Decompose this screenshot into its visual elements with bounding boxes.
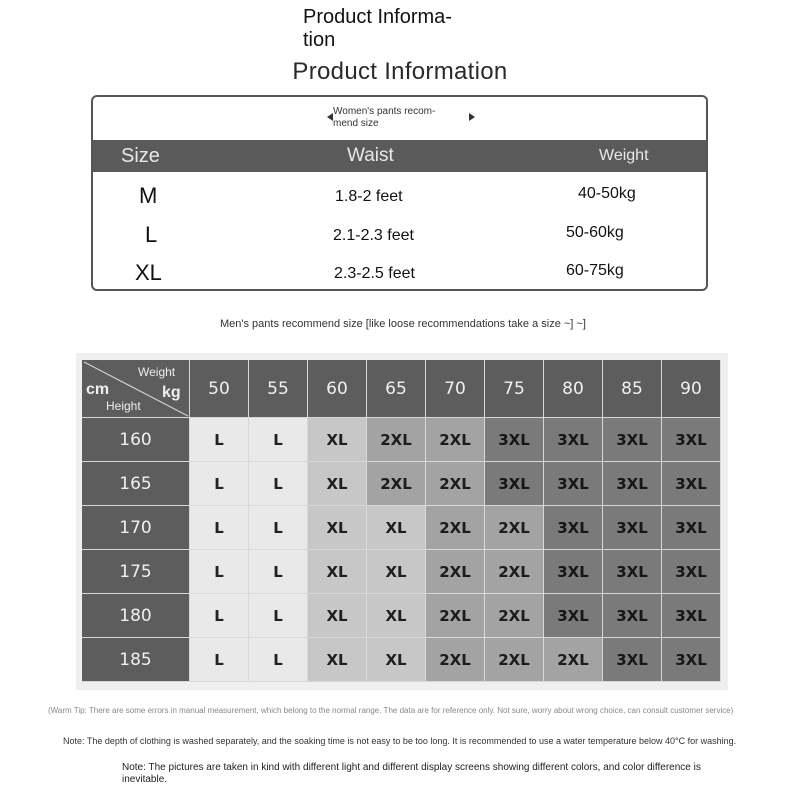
corner-kg-label: kg xyxy=(162,384,181,401)
size-cell: L xyxy=(249,418,308,462)
size-cell: L xyxy=(249,550,308,594)
size-cell: 3XL xyxy=(485,418,544,462)
size-cell: 2XL xyxy=(544,638,603,682)
women-table-header xyxy=(93,140,706,172)
size-cell: 3XL xyxy=(603,506,662,550)
size-cell: 2XL xyxy=(367,418,426,462)
size-cell: 2XL xyxy=(485,594,544,638)
table-corner-header xyxy=(82,360,190,418)
size-cell: XL xyxy=(367,550,426,594)
women-table-caption: Women's pants recom- mend size xyxy=(333,106,436,129)
size-cell: 2XL xyxy=(367,462,426,506)
size-cell: 2XL xyxy=(426,638,485,682)
size-cell: 3XL xyxy=(662,638,721,682)
size-cell: 3XL xyxy=(603,418,662,462)
size-cell: L xyxy=(190,506,249,550)
women-size-table xyxy=(91,95,708,291)
women-row-size: L xyxy=(145,222,158,247)
size-cell: L xyxy=(190,594,249,638)
caret-right-icon xyxy=(469,113,475,121)
warm-tip: (Warm Tip: There are some errors in manual measurement, which belong to the normal range. The data are for reference only. Not sure, worry about wrong choice, can consult customer service) xyxy=(48,706,734,715)
header-size: Size xyxy=(121,145,160,167)
size-cell: XL xyxy=(308,462,367,506)
women-row-waist: 1.8-2 feet xyxy=(335,188,403,205)
height-header: 175 xyxy=(82,550,190,594)
corner-weight-label: Weight xyxy=(138,365,176,379)
size-cell: 3XL xyxy=(544,506,603,550)
header-waist: Waist xyxy=(347,145,394,166)
height-header: 185 xyxy=(82,638,190,682)
size-cell: 2XL xyxy=(426,550,485,594)
men-size-table xyxy=(82,360,721,682)
women-row-size: M xyxy=(139,183,158,208)
size-cell: 2XL xyxy=(426,506,485,550)
size-cell: 2XL xyxy=(485,550,544,594)
women-row-waist: 2.3-2.5 feet xyxy=(334,265,415,282)
size-cell: 3XL xyxy=(544,594,603,638)
women-row-weight: 50-60kg xyxy=(566,224,624,241)
size-cell: XL xyxy=(308,418,367,462)
weight-header: 90 xyxy=(662,360,721,418)
size-cell: L xyxy=(190,462,249,506)
height-header: 165 xyxy=(82,462,190,506)
corner-cm-label: cm xyxy=(86,381,110,398)
size-cell: XL xyxy=(308,550,367,594)
corner-height-label: Height xyxy=(106,399,141,413)
size-cell: 3XL xyxy=(662,594,721,638)
size-cell: L xyxy=(249,462,308,506)
weight-header: 50 xyxy=(190,360,249,418)
size-cell: 3XL xyxy=(544,462,603,506)
size-cell: 2XL xyxy=(426,418,485,462)
size-cell: 3XL xyxy=(603,638,662,682)
size-cell: L xyxy=(249,638,308,682)
top-title: Product Informa- tion xyxy=(303,6,452,51)
men-table-caption: Men's pants recommend size [like loose recommendations take a size ~] ~] xyxy=(220,318,586,330)
color-note: Note: The pictures are taken in kind with different light and different display screens showing different colors, and color difference is inevitable. xyxy=(122,762,701,785)
header-weight: Weight xyxy=(599,147,649,164)
women-row-weight: 60-75kg xyxy=(566,262,624,279)
page-title: Product Information xyxy=(292,58,508,85)
size-cell: 3XL xyxy=(544,418,603,462)
weight-header: 55 xyxy=(249,360,308,418)
size-cell: 3XL xyxy=(662,550,721,594)
women-row-waist: 2.1-2.3 feet xyxy=(333,227,414,244)
weight-header: 80 xyxy=(544,360,603,418)
size-cell: L xyxy=(190,550,249,594)
size-cell: L xyxy=(249,506,308,550)
washing-note: Note: The depth of clothing is washed separately, and the soaking time is not easy to be too long. It is recommended to use a water temperature below 40°C for washing. xyxy=(63,736,737,746)
size-cell: 2XL xyxy=(485,638,544,682)
size-cell: 2XL xyxy=(426,594,485,638)
size-cell: 3XL xyxy=(603,550,662,594)
size-cell: XL xyxy=(308,594,367,638)
size-cell: 2XL xyxy=(426,462,485,506)
women-row-weight: 40-50kg xyxy=(578,185,636,202)
women-row-size: XL xyxy=(135,260,162,285)
weight-header: 75 xyxy=(485,360,544,418)
size-cell: L xyxy=(190,638,249,682)
weight-header: 70 xyxy=(426,360,485,418)
size-cell: XL xyxy=(308,638,367,682)
size-cell: 3XL xyxy=(662,462,721,506)
weight-header: 85 xyxy=(603,360,662,418)
height-header: 180 xyxy=(82,594,190,638)
size-cell: XL xyxy=(367,506,426,550)
size-cell: XL xyxy=(367,638,426,682)
size-cell: L xyxy=(249,594,308,638)
size-cell: 2XL xyxy=(485,506,544,550)
height-header: 170 xyxy=(82,506,190,550)
size-cell: 3XL xyxy=(603,594,662,638)
size-cell: 3XL xyxy=(544,550,603,594)
weight-header: 60 xyxy=(308,360,367,418)
size-cell: 3XL xyxy=(662,418,721,462)
size-cell: 3XL xyxy=(662,506,721,550)
size-cell: L xyxy=(190,418,249,462)
weight-header: 65 xyxy=(367,360,426,418)
size-cell: 3XL xyxy=(603,462,662,506)
height-header: 160 xyxy=(82,418,190,462)
size-cell: XL xyxy=(308,506,367,550)
size-cell: XL xyxy=(367,594,426,638)
size-cell: 3XL xyxy=(485,462,544,506)
